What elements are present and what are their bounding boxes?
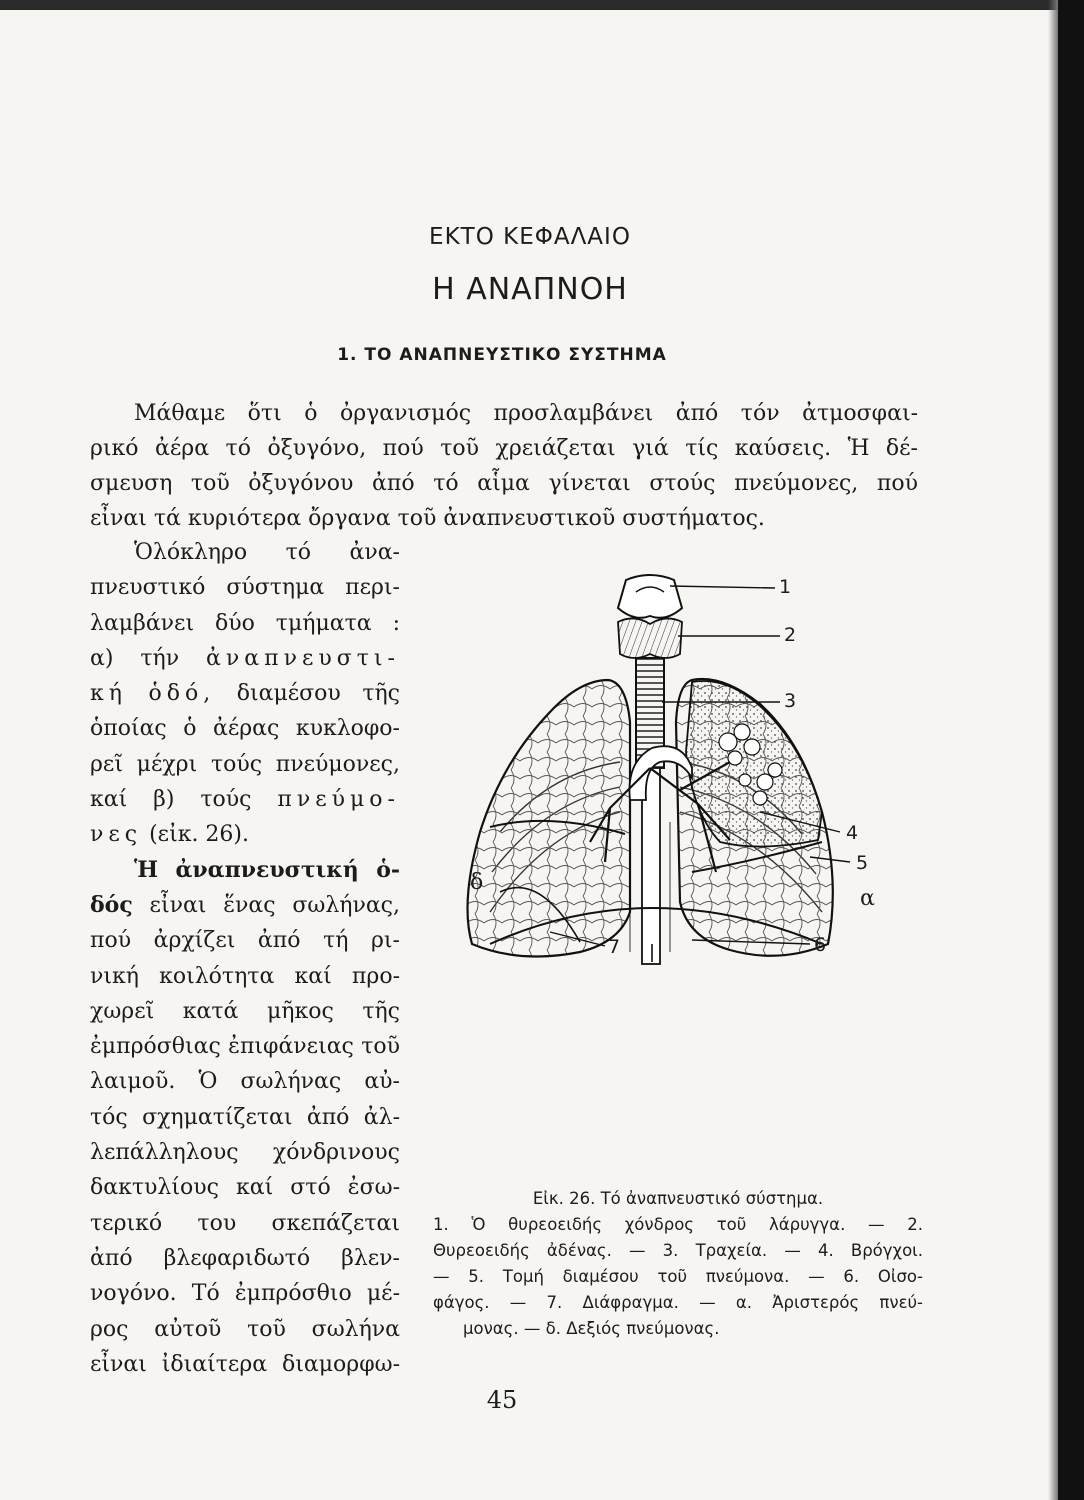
column-line: νική κοιλότητα καί προ- (90, 963, 400, 989)
callout-4: 4 (846, 822, 859, 844)
thyroid-cartilage (618, 575, 682, 618)
intro-line: σμευση τοῦ ὀξυγόνου ἀπό τό αἷμα γίνεται στούς πνεύμονες, πού (90, 471, 918, 496)
spaced-term: ὁδό, (148, 681, 216, 707)
caption-line: φάγος. — 7. Διάφραγμα. — α. Ἀριστερός πνεύ- (433, 1293, 923, 1312)
right-lung (468, 680, 631, 957)
chapter-title: Η ΑΝΑΠΝΟΗ (432, 272, 628, 307)
column-line (90, 782, 400, 817)
callout-5: 5 (856, 852, 869, 874)
column-line: νογόνο. Τό ἐμπρόσθιο μέ- (90, 1281, 400, 1307)
column-line: ὁποίας ὁ ἀέρας κυκλοφο- (90, 716, 400, 742)
bold-term: δός (90, 891, 133, 918)
column-line (90, 817, 400, 852)
callout-alpha: α (860, 886, 875, 911)
intro-line: Μάθαμε ὅτι ὁ ὀργανισμός προσλαμβάνει ἀπό τόν ἀτμοσφαι- (134, 401, 918, 426)
caption-line: 1. Ὁ θυρεοειδής χόνδρος τοῦ λάρυγγα. — 2. (433, 1215, 923, 1234)
intro-line: εἶναι τά κυριότερα ὄργανα τοῦ ἀναπνευστικοῦ συστήματος. (90, 506, 765, 531)
column-line (90, 641, 400, 676)
callout-2: 2 (784, 624, 797, 646)
column-line: λαμβάνει δύο τμήματα : (90, 610, 400, 636)
column-text: α) τήν (90, 645, 180, 671)
scan-top-edge (0, 0, 1084, 10)
column-line: χωρεῖ κατά μῆκος τῆς (90, 998, 400, 1024)
column-line: εἶναι ἰδιαίτερα διαμορφω- (90, 1351, 400, 1377)
callout-7: 7 (608, 936, 621, 958)
column-line (90, 676, 400, 711)
bold-heading-line: Ἡ ἀναπνευστική ὁ- (134, 856, 400, 883)
column-line (90, 888, 400, 923)
chapter-label: ΕΚΤΟ ΚΕΦΑΛΑΙΟ (429, 224, 631, 250)
column-text: εἶναι ἕνας σωλήνας, (149, 892, 400, 918)
column-line: λεπάλληλους χόνδρινους (90, 1140, 400, 1166)
scan-right-edge (1058, 0, 1084, 1500)
spaced-term: πνεύμο- (277, 787, 400, 813)
page-number: 45 (486, 1386, 518, 1414)
column-line: ἀπό βλεφαριδωτό βλεν- (90, 1245, 400, 1271)
thyroid-gland (618, 618, 682, 658)
caption-title: Εἰκ. 26. Τό ἀναπνευστικό σύστημα. (532, 1189, 824, 1208)
spaced-term: κή (90, 681, 127, 707)
column-line: πνευστικό σύστημα περι- (90, 575, 400, 601)
column-line: τερικό του σκεπάζεται (90, 1210, 400, 1236)
body-column (90, 535, 400, 1382)
caption-line: — 5. Τομή διαμέσου τοῦ πνεύμονα. — 6. Οἰσο- (433, 1267, 923, 1286)
caption-line: μονας. — δ. Δεξιός πνεύμονας. (463, 1319, 720, 1338)
respiratory-illustration (430, 572, 890, 972)
callout-delta: δ (470, 870, 484, 895)
figure-caption (433, 1186, 923, 1342)
column-line: λαιμοῦ. Ὁ σωλήνας αὐ- (90, 1069, 400, 1095)
intro-paragraph (90, 396, 918, 536)
column-line: πού ἀρχίζει ἀπό τή ρι- (90, 928, 400, 954)
column-line: ρεῖ μέχρι τούς πνεύμονες, (90, 751, 400, 777)
spaced-term: νες (90, 822, 143, 848)
caption-line: Θυρεοειδής ἀδένας. — 3. Τραχεία. — 4. Βρόγχοι. (433, 1241, 923, 1260)
column-line: ρος αὐτοῦ τοῦ σωλήνα (90, 1316, 400, 1342)
callout-1: 1 (779, 576, 792, 598)
column-text: (εἰκ. 26). (149, 822, 250, 848)
respiratory-system-figure (430, 572, 890, 972)
callout-6: 6 (814, 934, 827, 956)
column-line: ἐμπρόσθιας ἐπιφάνειας τοῦ (90, 1034, 400, 1060)
spaced-term: ἀναπνευστι- (206, 645, 400, 671)
column-text: καί β) τούς (90, 787, 252, 813)
column-line: Ὁλόκληρο τό ἀνα- (134, 540, 400, 565)
callout-3: 3 (784, 690, 797, 712)
column-line: τός σχηματίζεται ἀπό ἀλ- (90, 1104, 400, 1130)
column-line: δακτυλίους καί στό ἐσω- (90, 1175, 400, 1201)
column-text: διαμέσου τῆς (236, 681, 400, 707)
intro-line: ρικό ἀέρα τό ὀξυγόνο, πού τοῦ χρειάζεται γιά τίς καύσεις. Ἡ δέ- (90, 436, 918, 461)
section-heading: 1. ΤΟ ΑΝΑΠΝΕΥΣΤΙΚΟ ΣΥΣΤΗΜΑ (337, 345, 667, 365)
